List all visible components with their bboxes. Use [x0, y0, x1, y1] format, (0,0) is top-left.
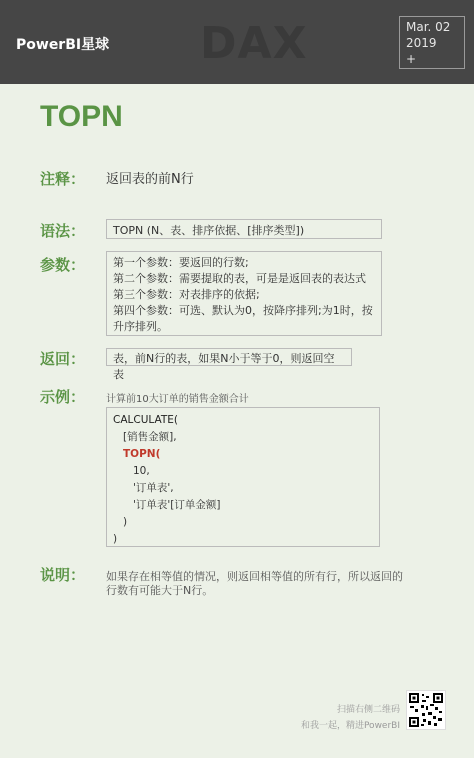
explain-text: [106, 570, 403, 598]
brand-name: PowerBI星球: [16, 37, 110, 53]
footer-line-1: 扫描右侧二维码: [336, 705, 400, 715]
param-2: 第二个参数：需要提取的表，可是是返回表的表达式: [113, 272, 366, 285]
code-line-5: '订单表',: [133, 482, 174, 494]
syntax-box: TOPN (N、表、排序依据、[排序类型]): [106, 219, 382, 239]
explain-line-1: 如果存在相等值的情况，则返回相等值的所有行，所以返回的: [106, 570, 403, 583]
function-title: TOPN: [40, 100, 123, 133]
header-bar: [0, 0, 474, 84]
qr-code-icon: [406, 690, 446, 730]
code-line-1: CALCULATE(: [113, 414, 178, 426]
dax-watermark: DAX: [200, 18, 308, 69]
annotation-value: 返回表的前N行: [106, 172, 194, 187]
param-1: 第一个参数：要返回的行数;: [113, 256, 249, 269]
code-line-4: 10,: [133, 465, 150, 477]
param-3: 第三个参数：对表排序的依据;: [113, 288, 260, 301]
syntax-label: 语法：: [40, 222, 86, 240]
return-box: 表，前N行的表，如果N小于等于0，则返回空表: [106, 348, 352, 366]
params-label: 参数：: [40, 256, 86, 274]
code-line-3: TOPN(: [123, 448, 161, 460]
date-plus: +: [406, 52, 417, 66]
example-label: 示例：: [40, 388, 86, 406]
param-4: 第四个参数：可选、默认为0，按降序排列;为1时，按: [113, 304, 373, 317]
code-line-6: '订单表'[订单金额]: [133, 499, 221, 511]
explain-line-2: 行数有可能大于N行。: [106, 584, 214, 597]
code-box: [106, 407, 380, 547]
code-line-2: [销售金额],: [123, 431, 177, 443]
date-box: [399, 16, 465, 69]
code-line-7: ): [123, 516, 128, 528]
return-label: 返回：: [40, 350, 86, 368]
param-4-cont: 升序排列。: [113, 320, 168, 333]
params-box: [106, 251, 382, 336]
explain-label: 说明：: [40, 566, 86, 584]
code-line-8: ): [113, 533, 118, 545]
date-month-day: Mar. 02: [406, 20, 451, 34]
date-year: 2019: [406, 36, 437, 50]
footer-line-2: 和我一起，精进PowerBI: [300, 721, 400, 731]
annotation-label: 注释：: [40, 170, 86, 188]
example-caption: 计算前10大订单的销售金额合计: [106, 394, 249, 405]
